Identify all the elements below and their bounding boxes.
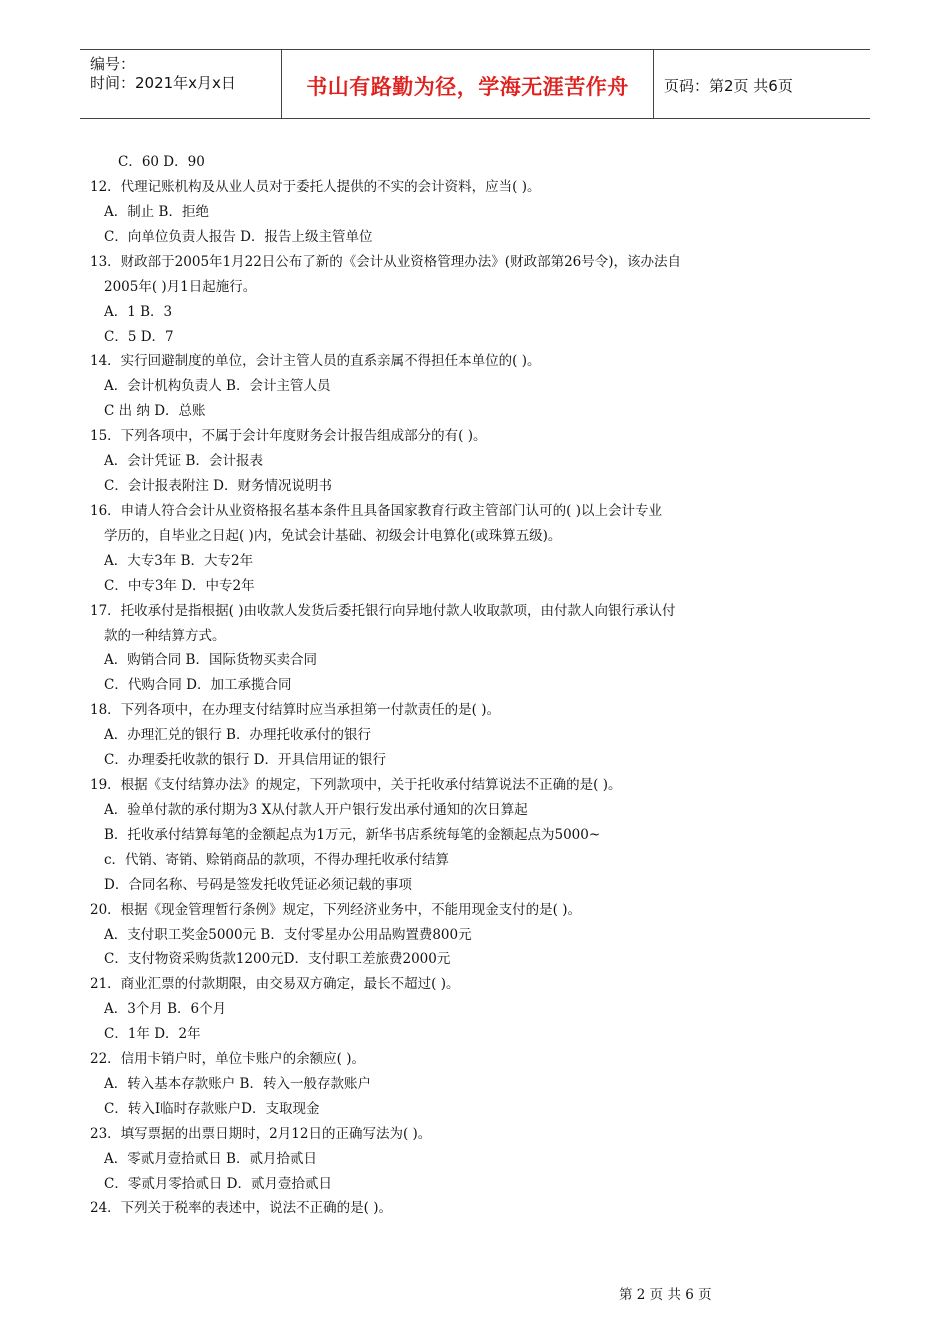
option-line: C．会计报表附注 D．财务情况说明书 (104, 478, 332, 494)
header-page-label: 页码：第2页 共6页 (664, 77, 793, 95)
option-line: C 出 纳 D．总账 (104, 403, 206, 419)
option-line: A．验单付款的承付期为3 X从付款人开户银行发出承付通知的次日算起 (104, 802, 528, 818)
option-line: C．支付物资采购货款1200元D．支付职工差旅费2000元 (104, 951, 451, 967)
option-line: A．大专3年 B．大专2年 (104, 553, 254, 569)
question-line: 15．下列各项中，不属于会计年度财务会计报告组成部分的有( )。 (90, 428, 487, 444)
option-line: A．3个月 B．6个月 (104, 1001, 227, 1017)
option-line: D．合同名称、号码是签发托收凭证必须记载的事项 (104, 877, 412, 893)
option-line: B．托收承付结算每笔的金额起点为1万元，新华书店系统每笔的金额起点为5000~ (104, 827, 601, 843)
header-left-cell (80, 50, 282, 118)
header-table (80, 49, 870, 119)
question-line: 12．代理记账机构及从业人员对于委托人提供的不实的会计资料，应当( )。 (90, 179, 541, 195)
question-continuation: 款的一种结算方式。 (104, 628, 226, 644)
question-line: 20．根据《现金管理暂行条例》规定，下列经济业务中，不能用现金支付的是( )。 (90, 902, 582, 918)
option-line: C．零贰月零拾贰日 D．贰月壹拾贰日 (104, 1176, 332, 1192)
option-line: C．转入I临时存款账户D．支取现金 (104, 1101, 320, 1117)
option-line: A．零贰月壹拾贰日 B．贰月拾贰日 (104, 1151, 317, 1167)
option-line: A．1 B．3 (104, 304, 173, 320)
question-line: 18．下列各项中，在办理支付结算时应当承担第一付款责任的是( )。 (90, 702, 501, 718)
option-line: C．5 D．7 (104, 329, 174, 345)
question-continuation: 2005年( )月1日起施行。 (104, 279, 257, 295)
header-center-cell (282, 50, 654, 118)
option-line: A．转入基本存款账户 B．转入一般存款账户 (104, 1076, 371, 1092)
motto-text: 书山有路勤为径，学海无涯苦作舟 (306, 75, 629, 99)
option-line: C．代购合同 D．加工承揽合同 (104, 677, 292, 693)
document-time-label: 时间：2021年x月x日 (90, 74, 236, 92)
option-line: A．办理汇兑的银行 B．办理托收承付的银行 (104, 727, 371, 743)
option-line: A．购销合同 B．国际货物买卖合同 (104, 652, 317, 668)
option-line: C．向单位负责人报告 D．报告上级主管单位 (104, 229, 373, 245)
option-line: A．会计机构负责人 B．会计主管人员 (104, 378, 331, 394)
option-line: C．60 D．90 (118, 154, 205, 170)
option-line: A．支付职工奖金5000元 B．支付零星办公用品购置费800元 (104, 927, 472, 943)
option-line: C．办理委托收款的银行 D．开具信用证的银行 (104, 752, 386, 768)
question-line: 22．信用卡销户时，单位卡账户的余额应( )。 (90, 1051, 366, 1067)
option-line: c．代销、寄销、赊销商品的款项，不得办理托收承付结算 (104, 852, 450, 868)
question-line: 17．托收承付是指根据( )由收款人发货后委托银行向异地付款人收取款项，由付款人向银行承认付 (90, 603, 676, 619)
question-line: 19．根据《支付结算办法》的规定，下列款项中，关于托收承付结算说法不正确的是( )。 (90, 777, 622, 793)
option-line: C．中专3年 D．中专2年 (104, 578, 255, 594)
question-line: 14．实行回避制度的单位，会计主管人员的直系亲属不得担任本单位的( )。 (90, 353, 541, 369)
header-right-cell (654, 50, 870, 118)
page-footer: 第 2 页 共 6 页 (619, 1287, 712, 1303)
option-line: A．会计凭证 B．会计报表 (104, 453, 263, 469)
option-line: A．制止 B．拒绝 (104, 204, 209, 220)
question-line: 24．下列关于税率的表述中，说法不正确的是( )。 (90, 1200, 393, 1216)
question-line: 23．填写票据的出票日期时，2月12日的正确写法为( )。 (90, 1126, 432, 1142)
question-continuation: 学历的，自毕业之日起( )内，免试会计基础、初级会计电算化(或珠算五级)。 (104, 528, 562, 544)
question-line: 21．商业汇票的付款期限，由交易双方确定，最长不超过( )。 (90, 976, 460, 992)
question-line: 13．财政部于2005年1月22日公布了新的《会计从业资格管理办法》(财政部第26号令)，该办法自 (90, 254, 682, 270)
question-line: 16．申请人符合会计从业资格报名基本条件且具备国家教育行政主管部门认可的( )以上会计专业 (90, 503, 663, 519)
document-number-label: 编号： (90, 55, 136, 73)
option-line: C．1年 D．2年 (104, 1026, 201, 1042)
